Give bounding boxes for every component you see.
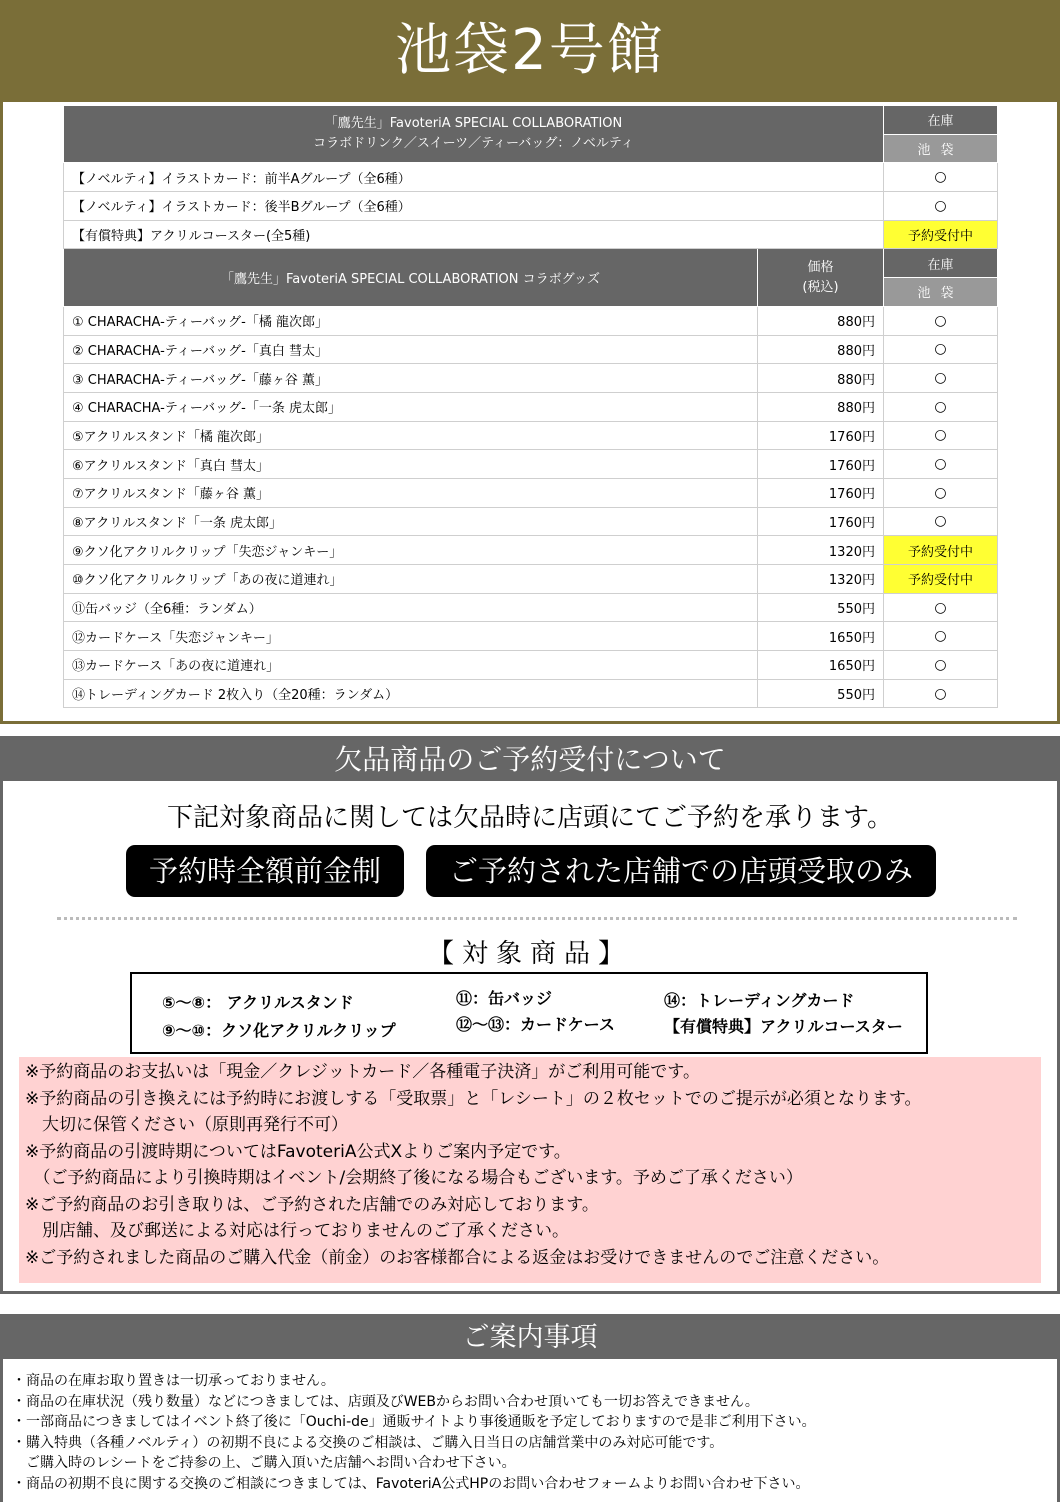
item-name: ③ CHARACHA-ティーバッグ-「藤ヶ谷 薫」	[64, 364, 758, 393]
item-name: ② CHARACHA-ティーバッグ-「真白 彗太」	[64, 335, 758, 364]
item-stock: ○	[884, 622, 998, 651]
table-row	[64, 565, 998, 594]
reservation-section	[0, 736, 1060, 1294]
reservation-title: 欠品商品のご予約受付について	[3, 739, 1057, 781]
item-stock-reserve: 予約受付中	[884, 536, 998, 565]
item-price: 1760円	[758, 450, 884, 479]
item-price: 1760円	[758, 478, 884, 507]
item-price: 550円	[758, 679, 884, 708]
item-stock: ○	[884, 421, 998, 450]
novelty-header	[64, 106, 884, 163]
novelty-stock-label: 在庫	[884, 106, 998, 135]
item-stock: ○	[884, 306, 998, 335]
novelty-header-line2: コラボドリンク／スイーツ／ティーバッグ：ノベルティ	[313, 136, 634, 152]
item-stock: ○	[884, 507, 998, 536]
price-label: 価格	[807, 259, 834, 275]
item-name: ⑫カードケース「失恋ジャンキー」	[64, 622, 758, 651]
prepay-badge: 予約時全額前金制	[126, 845, 404, 897]
target-item: ⑭：トレーディングカード	[664, 991, 855, 1010]
table-row	[64, 192, 998, 221]
item-price: 1650円	[758, 651, 884, 680]
goods-store-label: 池袋	[884, 278, 998, 307]
table-row	[64, 392, 998, 421]
item-stock: ○	[884, 478, 998, 507]
item-stock: ○	[884, 450, 998, 479]
table-row	[64, 507, 998, 536]
novelty-header-line1: 「鷹先生」FavoteriA SPECIAL COLLABORATION	[324, 116, 623, 132]
note-line: ※予約商品の引き換えには予約時にお渡しする「受取票」と「レシート」の２枚セットでのご提示が必須となります。	[25, 1088, 922, 1109]
guide-list	[12, 1371, 1052, 1494]
item-name: ⑦アクリルスタンド「藤ヶ谷 薫」	[64, 478, 758, 507]
target-item: 【有償特典】アクリルコースター	[664, 1017, 903, 1036]
dotted-divider	[57, 917, 1017, 920]
guide-line: ・商品の在庫状況（残り数量）などにつきましては、店頭及びWEBからお問い合わせ頂いても一切お答えできません。	[12, 1393, 759, 1410]
table-row	[64, 306, 998, 335]
novelty-store-label: 池袋	[884, 134, 998, 163]
table-row	[64, 335, 998, 364]
table-row	[64, 163, 998, 192]
note-line: ※ご予約されました商品のご購入代金（前金）のお客様都合による返金はお受けできませんのでご注意ください。	[25, 1247, 890, 1268]
reservation-lead: 下記対象商品に関しては欠品時に店頭にてご予約を承ります。	[167, 803, 893, 833]
item-stock: ○	[884, 593, 998, 622]
item-price: 880円	[758, 335, 884, 364]
table-row	[64, 450, 998, 479]
item-name: ⑭トレーディングカード 2枚入り（全20種：ランダム）	[64, 679, 758, 708]
item-name: ① CHARACHA-ティーバッグ-「橘 龍次郎」	[64, 306, 758, 335]
item-stock: ○	[884, 335, 998, 364]
goods-header: 「鷹先生」FavoteriA SPECIAL COLLABORATION コラボグッズ	[64, 249, 758, 306]
table-row	[64, 364, 998, 393]
table-row	[64, 593, 998, 622]
item-stock: ○	[884, 192, 998, 221]
table-row	[64, 679, 998, 708]
item-name: 【有償特典】アクリルコースター(全5種)	[64, 220, 884, 249]
item-name: ⑤アクリルスタンド「橘 龍次郎」	[64, 421, 758, 450]
guide-line: ご購入時のレシートをご持参の上、ご購入頂いた店舗へお問い合わせ下さい。	[12, 1455, 516, 1471]
item-price: 1650円	[758, 622, 884, 651]
note-line: （ご予約商品により引換時期はイベント/会期終了後になる場合もございます。予めご了承ください）	[25, 1168, 803, 1188]
inventory-table	[63, 105, 998, 708]
novelty-header-row	[64, 106, 998, 135]
table-row	[64, 651, 998, 680]
item-name: ⑬カードケース「あの夜に道連れ」	[64, 651, 758, 680]
item-name: ⑩クソ化アクリルクリップ「あの夜に道連れ」	[64, 565, 758, 594]
item-stock: ○	[884, 392, 998, 421]
guide-line: ・商品の初期不良に関する交換のご相談につきましては、FavoteriA公式HPのお問い合わせフォームよりお問い合わせ下さい。	[12, 1475, 810, 1492]
guide-title: ご案内事項	[3, 1317, 1057, 1359]
guide-line: ・商品の在庫お取り置きは一切承っておりません。	[12, 1373, 335, 1389]
item-stock: ○	[884, 651, 998, 680]
item-price: 550円	[758, 593, 884, 622]
item-stock: ○	[884, 364, 998, 393]
item-price: 1320円	[758, 536, 884, 565]
item-price: 1760円	[758, 507, 884, 536]
target-item: ⑫〜⑬：カードケース	[456, 1015, 615, 1034]
goods-header-row	[64, 249, 998, 278]
item-stock-reserve: 予約受付中	[884, 220, 998, 249]
target-item: ⑤〜⑧： アクリルスタンド	[162, 993, 354, 1012]
item-price: 1320円	[758, 565, 884, 594]
note-line: 大切に保管ください（原則再発行不可）	[25, 1115, 348, 1135]
item-stock-reserve: 予約受付中	[884, 565, 998, 594]
note-line: ※予約商品の引渡時期についてはFavoteriA公式Xよりご案内予定です。	[25, 1141, 571, 1162]
price-header	[758, 249, 884, 306]
item-price: 880円	[758, 364, 884, 393]
table-row	[64, 622, 998, 651]
item-price: 880円	[758, 392, 884, 421]
item-name: ④ CHARACHA-ティーバッグ-「一条 虎太郎」	[64, 392, 758, 421]
guide-line: ・購入特典（各種ノベルティ）の初期不良による交換のご相談は、ご購入日当日の店舗営業中のみ対応可能です。	[12, 1434, 724, 1451]
item-price: 880円	[758, 306, 884, 335]
store-title: 池袋2号館	[0, 0, 1060, 102]
item-stock: ○	[884, 163, 998, 192]
table-row	[64, 421, 998, 450]
item-name: 【ノベルティ】イラストカード：前半Aグループ（全6種）	[64, 163, 884, 192]
goods-stock-label: 在庫	[884, 249, 998, 278]
target-item: ⑨〜⑩：クソ化アクリルクリップ	[162, 1021, 396, 1040]
target-title: 【対象商品】	[427, 939, 632, 969]
item-name: ⑥アクリルスタンド「真白 彗太」	[64, 450, 758, 479]
note-line: 別店舗、及び郵送による対応は行っておりませんのご了承ください。	[25, 1221, 569, 1241]
item-name: 【ノベルティ】イラストカード：後半Bグループ（全6種）	[64, 192, 884, 221]
guide-section	[0, 1314, 1060, 1502]
item-name: ⑪缶バッジ（全6種：ランダム）	[64, 593, 758, 622]
item-name: ⑨クソ化アクリルクリップ「失恋ジャンキー」	[64, 536, 758, 565]
table-row	[64, 220, 998, 249]
item-name: ⑧アクリルスタンド「一条 虎太郎」	[64, 507, 758, 536]
note-line: ※予約商品のお支払いは「現金／クレジットカード／各種電子決済」がご利用可能です。	[25, 1062, 700, 1082]
guide-line: ・一部商品につきましてはイベント終了後に「Ouchi-de」通販サイトより事後通販を予定しておりますので是非ご利用下さい。	[12, 1414, 816, 1430]
inventory-section	[0, 0, 1060, 724]
item-price: 1760円	[758, 421, 884, 450]
table-row	[64, 478, 998, 507]
target-box	[130, 972, 928, 1054]
note-line: ※ご予約商品のお引き取りは、ご予約された店舗でのみ対応しております。	[25, 1194, 599, 1215]
pickup-badge: ご予約された店舗での店頭受取のみ	[426, 845, 936, 897]
tax-label: (税込)	[802, 279, 839, 295]
table-row	[64, 536, 998, 565]
reservation-notes	[19, 1057, 1041, 1283]
target-item: ⑪：缶バッジ	[456, 989, 553, 1008]
item-stock: ○	[884, 679, 998, 708]
